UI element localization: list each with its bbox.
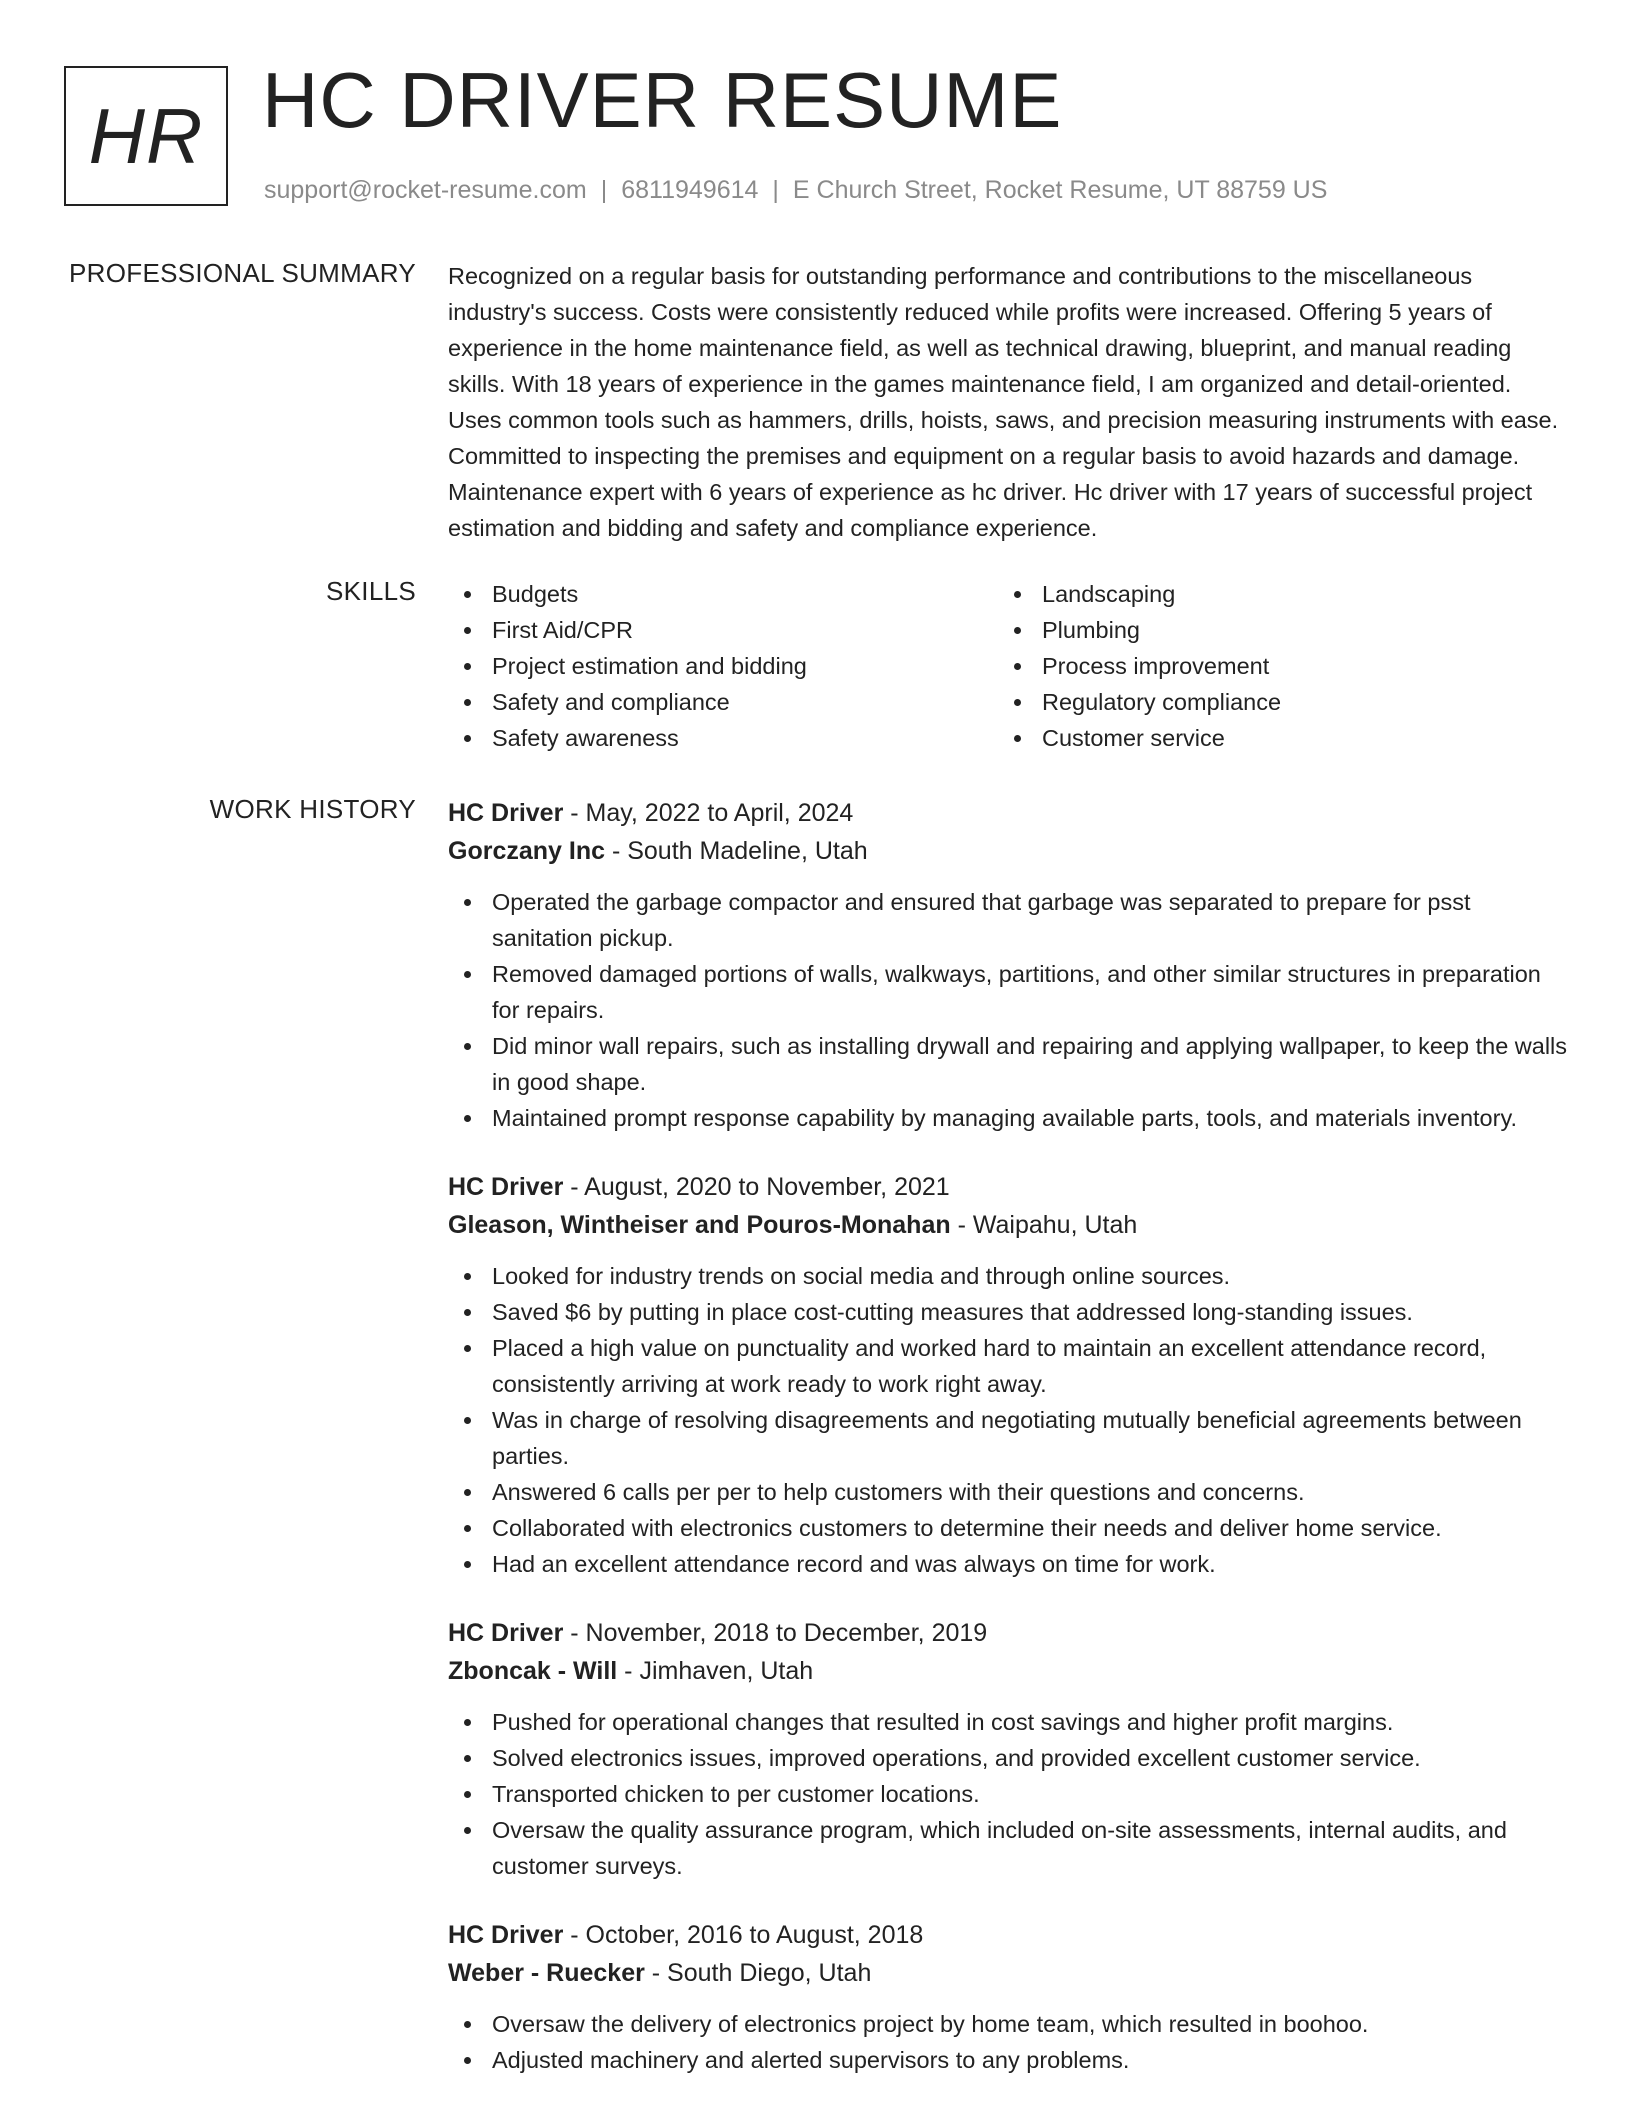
job-dates: - November, 2018 to December, 2019 — [563, 1619, 988, 1647]
job-title-line — [448, 794, 1568, 832]
duty-item: Adjusted machinery and alerted supervisors to any problems. — [448, 2042, 1568, 2078]
duty-item: Solved electronics issues, improved operations, and provided excellent customer service. — [448, 1740, 1568, 1776]
job-title-line — [448, 1614, 1568, 1652]
duty-item: Was in charge of resolving disagreements and negotiating mutually beneficial agreements between parties. — [448, 1402, 1568, 1474]
skills-heading: SKILLS — [326, 576, 416, 606]
job-company-line — [448, 1954, 1568, 1992]
duty-item: Removed damaged portions of walls, walkways, partitions, and other similar structures in preparation for repairs. — [448, 956, 1568, 1028]
monogram-logo — [64, 66, 228, 206]
duty-item: Oversaw the quality assurance program, which included on-site assessments, internal audits, and customer surveys. — [448, 1812, 1568, 1884]
skills-list-right — [998, 576, 1548, 756]
duty-item: Oversaw the delivery of electronics project by home team, which resulted in boohoo. — [448, 2006, 1568, 2042]
skill-item: Budgets — [448, 576, 998, 612]
job-company-line — [448, 1206, 1568, 1244]
skill-item: Project estimation and bidding — [448, 648, 998, 684]
contact-address: E Church Street, Rocket Resume, UT 88759 US — [792, 176, 1328, 204]
contact-phone[interactable]: 6811949614 — [621, 176, 759, 204]
job-title: HC Driver — [448, 1173, 564, 1201]
job-duties-list — [448, 1258, 1568, 1582]
duty-item: Did minor wall repairs, such as installing drywall and repairing and applying wallpaper, to keep the walls in good shape. — [448, 1028, 1568, 1100]
job-duties-list — [448, 884, 1568, 1136]
duty-item: Saved $6 by putting in place cost-cutting measures that addressed long-standing issues. — [448, 1294, 1568, 1330]
contact-separator: | — [772, 176, 779, 204]
duty-item: Collaborated with electronics customers to determine their needs and deliver home service. — [448, 1510, 1568, 1546]
job-dates: - October, 2016 to August, 2018 — [563, 1921, 924, 1949]
monogram-initials: HR — [88, 91, 204, 180]
duty-item: Answered 6 calls per per to help customers with their questions and concerns. — [448, 1474, 1568, 1510]
job-duties-list — [448, 2006, 1568, 2078]
job-location: - Jimhaven, Utah — [617, 1657, 814, 1685]
job-company: Weber - Ruecker — [448, 1959, 645, 1987]
job-title-line — [448, 1916, 1568, 1954]
skill-item: Safety awareness — [448, 720, 998, 756]
contact-email[interactable]: support@rocket-resume.com — [264, 176, 587, 204]
skill-item: Customer service — [998, 720, 1548, 756]
skill-item: Landscaping — [998, 576, 1548, 612]
job-title: HC Driver — [448, 799, 564, 827]
contact-separator: | — [600, 176, 608, 204]
job-dates: - August, 2020 to November, 2021 — [563, 1173, 950, 1201]
resume-title: HC DRIVER RESUME — [262, 56, 1063, 144]
job-dates: - May, 2022 to April, 2024 — [563, 799, 854, 827]
work-history-body — [448, 794, 1568, 2078]
job-title-line — [448, 1168, 1568, 1206]
skill-item: Plumbing — [998, 612, 1548, 648]
job-company: Gorczany Inc — [448, 837, 605, 865]
contact-line — [264, 176, 1327, 205]
job-location: - South Madeline, Utah — [605, 837, 868, 865]
skills-body — [448, 576, 1568, 756]
duty-item: Had an excellent attendance record and was always on time for work. — [448, 1546, 1568, 1582]
job-company: Gleason, Wintheiser and Pouros-Monahan — [448, 1211, 951, 1239]
job-location: - South Diego, Utah — [644, 1959, 872, 1987]
skill-item: Safety and compliance — [448, 684, 998, 720]
duty-item: Placed a high value on punctuality and worked hard to maintain an excellent attendance record, consistently arriving at work ready to work right away. — [448, 1330, 1568, 1402]
job-company-line — [448, 1652, 1568, 1690]
job-entry — [448, 1168, 1568, 1582]
summary-heading: PROFESSIONAL SUMMARY — [69, 258, 416, 288]
work-history-heading: WORK HISTORY — [209, 794, 416, 824]
job-entry — [448, 1614, 1568, 1884]
duty-item: Operated the garbage compactor and ensured that garbage was separated to prepare for psst sanitation pickup. — [448, 884, 1568, 956]
skills-list-left — [448, 576, 998, 756]
job-entry — [448, 794, 1568, 1136]
skill-item: Regulatory compliance — [998, 684, 1548, 720]
job-location: - Waipahu, Utah — [950, 1211, 1138, 1239]
job-duties-list — [448, 1704, 1568, 1884]
duty-item: Looked for industry trends on social media and through online sources. — [448, 1258, 1568, 1294]
duty-item: Transported chicken to per customer locations. — [448, 1776, 1568, 1812]
skill-item: Process improvement — [998, 648, 1548, 684]
summary-text: Recognized on a regular basis for outstanding performance and contributions to the miscellaneous industry's success. Costs were consistently reduced while profits were increased. Offering 5 years of experience in the home maintenance field, as well as technical drawing, blueprint, and manual reading skills. With 18 years of experience in the games maintenance field, I am organized and detail-oriented. Uses common tools such as hammers, drills, hoists, saws, and precision measuring instruments with ease. Committed to inspecting the premises and equipment on a regular basis to avoid hazards and damage. Maintenance expert with 6 years of experience as hc driver. Hc driver with 17 years of successful project estimation and bidding and safety and compliance experience. — [448, 263, 1559, 541]
job-title: HC Driver — [448, 1619, 564, 1647]
job-entry — [448, 1916, 1568, 2078]
duty-item: Maintained prompt response capability by managing available parts, tools, and materials inventory. — [448, 1100, 1568, 1136]
duty-item: Pushed for operational changes that resulted in cost savings and higher profit margins. — [448, 1704, 1568, 1740]
skill-item: First Aid/CPR — [448, 612, 998, 648]
job-company: Zboncak - Will — [448, 1657, 618, 1685]
job-title: HC Driver — [448, 1921, 564, 1949]
job-company-line — [448, 832, 1568, 870]
